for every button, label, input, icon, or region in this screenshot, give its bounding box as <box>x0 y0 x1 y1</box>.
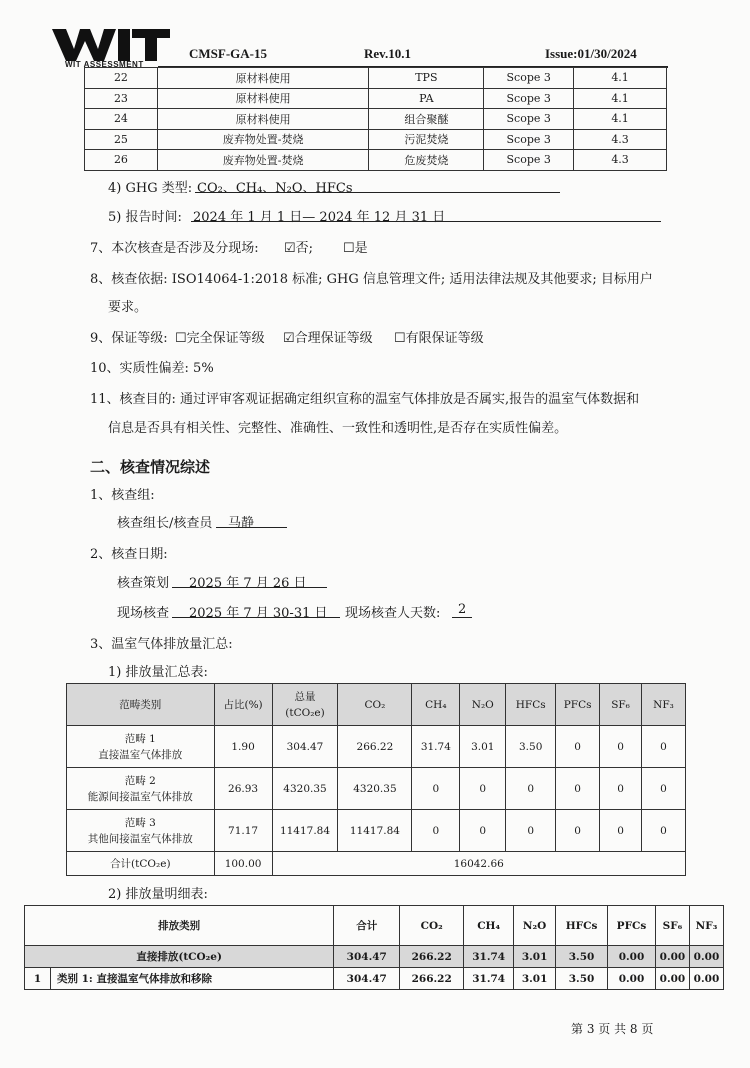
report-period-label: 5) 报告时间: <box>108 210 182 225</box>
cell-ref: 4.1 <box>574 68 667 89</box>
cell-total: 11417.84 <box>272 810 338 852</box>
cell-no: 22 <box>85 68 158 89</box>
cell-total: 304.47 <box>272 726 338 768</box>
cell-pfcs: 0 <box>556 810 600 852</box>
cell-category: 原材料使用 <box>157 68 369 89</box>
doc-code: CMSF-GA-15 <box>189 46 267 61</box>
item9-option-limited: ☐有限保证等级 <box>394 331 484 346</box>
site-dates: 2025 年 7 月 30-31 日 <box>189 606 328 621</box>
subsection-team: 1、核查组: <box>90 488 155 503</box>
cell-nf3: 0.00 <box>689 968 723 990</box>
emission-summary-table <box>66 683 686 876</box>
cell-category: 废弃物处置-焚烧 <box>157 129 369 150</box>
site-label: 现场核查 <box>117 606 170 621</box>
item11-text-cont: 信息是否具有相关性、完整性、准确性、一致性和透明性,是否存在实质性偏差。 <box>108 421 568 436</box>
cell-ch4: 0 <box>412 768 460 810</box>
cell-sf6: 0.00 <box>655 946 689 968</box>
total-percent: 100.00 <box>214 852 272 876</box>
cell-n2o: 3.01 <box>514 968 556 990</box>
cell-ch4: 0 <box>412 810 460 852</box>
scope-desc: 能源间接温室气体排放 <box>87 790 193 803</box>
cell-source: TPS <box>369 68 484 89</box>
table-row <box>85 109 667 130</box>
cell-co2: 4320.35 <box>338 768 412 810</box>
cell-category <box>67 726 215 768</box>
item7-label: 7、本次核查是否涉及分现场: <box>90 241 259 256</box>
table-row <box>67 768 686 810</box>
header-total-unit: (tCO₂e) <box>285 706 325 719</box>
plan-date: 2025 年 7 月 26 日 <box>189 576 307 591</box>
header-sf6: SF₆ <box>655 906 689 946</box>
cell-scope: Scope 3 <box>484 129 574 150</box>
logo-subtext: WIT ASSESSMENT <box>65 60 144 69</box>
cell-ch4: 31.74 <box>412 726 460 768</box>
header-co2: CO₂ <box>400 906 464 946</box>
site-days-value: 2 <box>458 602 467 617</box>
table-row <box>85 88 667 109</box>
header-category: 范畴类别 <box>67 684 215 726</box>
cell-co2: 266.22 <box>338 726 412 768</box>
cell-nf3: 0 <box>642 768 686 810</box>
team-leader-label: 核查组长/核查员 <box>117 516 213 531</box>
cell-n2o: 3.01 <box>514 946 556 968</box>
cell-total: 4320.35 <box>272 768 338 810</box>
cell-n2o: 3.01 <box>460 726 506 768</box>
item9-option-full: ☐完全保证等级 <box>175 331 265 346</box>
cell-total: 304.47 <box>334 946 400 968</box>
cell-no: 23 <box>85 88 158 109</box>
cell-sf6: 0 <box>600 768 642 810</box>
cell-hfcs: 0 <box>506 810 556 852</box>
cell-nf3: 0.00 <box>689 946 723 968</box>
cell-source: PA <box>369 88 484 109</box>
scope-desc: 直接温室气体排放 <box>98 748 183 761</box>
table-header-row <box>67 684 686 726</box>
cell-ref: 4.3 <box>574 129 667 150</box>
cell-category: 废弃物处置-焚烧 <box>157 150 369 171</box>
leader-underline <box>216 527 287 528</box>
item8-text-cont: 要求。 <box>108 300 148 315</box>
cell-hfcs: 0 <box>506 768 556 810</box>
section-title: 二、核查情况综述 <box>90 458 211 476</box>
item9-option-reasonable: ☑合理保证等级 <box>283 331 373 346</box>
header-n2o: N₂O <box>460 684 506 726</box>
table-header-row <box>25 906 724 946</box>
header-nf3: NF₃ <box>642 684 686 726</box>
cell-percent: 26.93 <box>214 768 272 810</box>
item7-option-no: ☑否; <box>284 241 314 256</box>
header-total: 合计 <box>334 906 400 946</box>
cell-ref: 4.1 <box>574 88 667 109</box>
cell-total: 304.47 <box>334 968 400 990</box>
cell-sf6: 0 <box>600 726 642 768</box>
header-n2o: N₂O <box>514 906 556 946</box>
cell-ch4: 31.74 <box>464 968 514 990</box>
cell-no: 24 <box>85 109 158 130</box>
table-row <box>85 68 667 89</box>
table-total-row <box>67 852 686 876</box>
cell-sf6: 0 <box>600 810 642 852</box>
cell-n2o: 0 <box>460 768 506 810</box>
cell-ref: 4.1 <box>574 109 667 130</box>
cell-ref: 4.3 <box>574 150 667 171</box>
cell-hfcs: 3.50 <box>556 968 608 990</box>
total-value: 16042.66 <box>272 852 685 876</box>
summary-table-label: 1) 排放量汇总表: <box>108 665 208 680</box>
cell-pfcs: 0 <box>556 768 600 810</box>
cell-co2: 11417.84 <box>338 810 412 852</box>
team-leader-value: 马静 <box>228 516 255 531</box>
cell-no: 25 <box>85 129 158 150</box>
cell-hfcs: 3.50 <box>556 946 608 968</box>
cell-co2: 266.22 <box>400 968 464 990</box>
cell-category: 类别 1: 直接温室气体排放和移除 <box>50 968 333 990</box>
cell-source: 组合聚醚 <box>369 109 484 130</box>
table-row <box>85 150 667 171</box>
scope-name: 范畴 2 <box>124 774 156 787</box>
header-pfcs: PFCs <box>608 906 656 946</box>
emission-source-table <box>84 67 667 171</box>
cell-category: 原材料使用 <box>157 109 369 130</box>
header-total <box>272 684 338 726</box>
ghg-type-label: 4) GHG 类型: <box>108 181 193 196</box>
item10-text: 10、实质性偏差: 5% <box>90 361 214 376</box>
scope-desc: 其他间接温室气体排放 <box>87 832 193 845</box>
header-sf6: SF₆ <box>600 684 642 726</box>
report-period-value: 2024 年 1 月 1 日— 2024 年 12 月 31 日 <box>193 210 446 225</box>
days-underline <box>452 617 472 618</box>
cell-category <box>67 768 215 810</box>
cell-pfcs: 0 <box>556 726 600 768</box>
plan-underline <box>172 587 327 588</box>
cell-category: 直接排放(tCO₂e) <box>25 946 334 968</box>
table-row <box>67 810 686 852</box>
cell-scope: Scope 3 <box>484 88 574 109</box>
header-nf3: NF₃ <box>689 906 723 946</box>
item8-text: 8、核查依据: ISO14064-1:2018 标准; GHG 信息管理文件; 适用法律法规及其他要求; 目标用户 <box>90 272 653 287</box>
cell-nf3: 0 <box>642 810 686 852</box>
table-row <box>85 129 667 150</box>
cell-nf3: 0 <box>642 726 686 768</box>
header-total-label: 总量 <box>294 690 316 703</box>
total-label: 合计(tCO₂e) <box>67 852 215 876</box>
cell-pfcs: 0.00 <box>608 946 656 968</box>
cell-ch4: 31.74 <box>464 946 514 968</box>
header-percent: 占比(%) <box>214 684 272 726</box>
cell-scope: Scope 3 <box>484 68 574 89</box>
header-ch4: CH₄ <box>412 684 460 726</box>
header-category: 排放类别 <box>25 906 334 946</box>
header-pfcs: PFCs <box>556 684 600 726</box>
header-ch4: CH₄ <box>464 906 514 946</box>
report-underline <box>191 221 661 222</box>
item7-option-yes: ☐是 <box>343 241 368 256</box>
cell-percent: 71.17 <box>214 810 272 852</box>
cell-percent: 1.90 <box>214 726 272 768</box>
cell-no: 1 <box>25 968 51 990</box>
header-hfcs: HFCs <box>556 906 608 946</box>
header-hfcs: HFCs <box>506 684 556 726</box>
cell-co2: 266.22 <box>400 946 464 968</box>
cell-source: 危废焚烧 <box>369 150 484 171</box>
site-underline <box>172 617 340 618</box>
table-row <box>67 726 686 768</box>
plan-label: 核查策划 <box>117 576 170 591</box>
ghg-type-value: CO₂、CH₄、N₂O、HFCs <box>197 181 353 196</box>
cell-hfcs: 3.50 <box>506 726 556 768</box>
site-days-label: 现场核查人天数: <box>345 606 441 621</box>
item9-label: 9、保证等级: <box>90 331 168 346</box>
subsection-summary: 3、温室气体排放量汇总: <box>90 637 233 652</box>
cell-category: 原材料使用 <box>157 88 369 109</box>
cell-scope: Scope 3 <box>484 150 574 171</box>
scope-name: 范畴 1 <box>124 732 156 745</box>
cell-no: 26 <box>85 150 158 171</box>
item11-text: 11、核查目的: 通过评审客观证据确定组织宣称的温室气体排放是否属实,报告的温室气体数据和 <box>90 392 640 407</box>
header-co2: CO₂ <box>338 684 412 726</box>
emission-detail-table <box>24 905 724 990</box>
issue-date: Issue:01/30/2024 <box>545 46 637 61</box>
detail-table-label: 2) 排放量明细表: <box>108 887 208 902</box>
cell-category <box>67 810 215 852</box>
cell-pfcs: 0.00 <box>608 968 656 990</box>
ghg-underline <box>195 192 560 193</box>
cell-scope: Scope 3 <box>484 109 574 130</box>
table-row <box>25 946 724 968</box>
table-row <box>25 968 724 990</box>
revision: Rev.10.1 <box>364 46 411 61</box>
page-number: 第 3 页 共 8 页 <box>571 1022 654 1036</box>
cell-n2o: 0 <box>460 810 506 852</box>
cell-sf6: 0.00 <box>655 968 689 990</box>
cell-source: 污泥焚烧 <box>369 129 484 150</box>
subsection-dates: 2、核查日期: <box>90 547 168 562</box>
scope-name: 范畴 3 <box>124 816 156 829</box>
